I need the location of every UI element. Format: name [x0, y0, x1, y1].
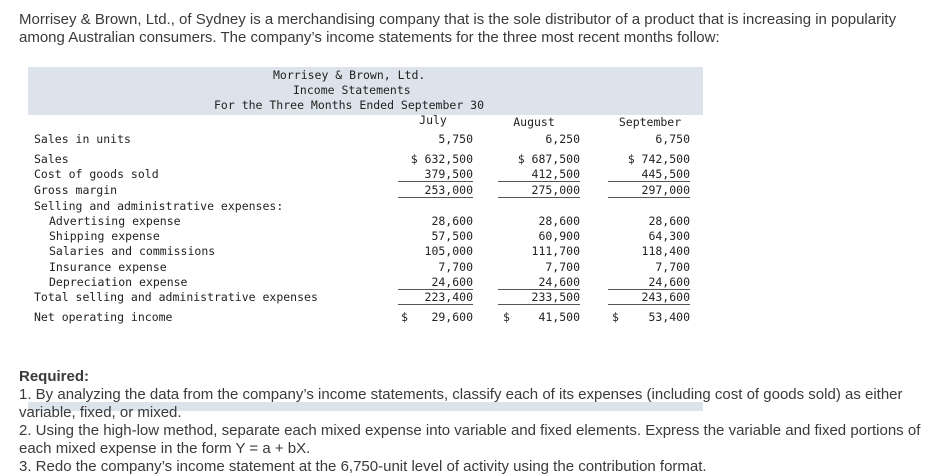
cell-september: 6,750	[655, 132, 690, 146]
cell-august: 41,500	[538, 310, 580, 324]
row-salaries	[28, 244, 703, 259]
cell-september: 7,700	[655, 260, 690, 274]
currency-september: $	[612, 310, 619, 324]
cell-september: $ 742,500	[627, 152, 690, 166]
required-section	[19, 368, 944, 476]
currency-august: $	[503, 310, 510, 324]
currency-july: $	[401, 310, 408, 324]
cell-august: 7,700	[545, 260, 580, 274]
row-depreciation	[28, 275, 703, 290]
col-head-july: July	[419, 113, 447, 127]
required-heading: Required:	[19, 368, 90, 385]
row-label: Salaries and commissions	[49, 244, 216, 258]
row-label: Advertising expense	[49, 214, 181, 228]
cell-september: 243,600	[608, 290, 690, 305]
cell-september: 64,300	[648, 229, 690, 243]
cell-august: 6,250	[545, 132, 580, 146]
cell-july: 223,400	[398, 290, 473, 305]
row-label: Net operating income	[34, 310, 173, 324]
required-item-3: 3. Redo the company’s income statement at the 6,750-unit level of activity using the contribution format.	[19, 458, 707, 475]
cell-august: 111,700	[531, 244, 580, 258]
cell-september: 445,500	[608, 167, 690, 182]
cell-july: 29,600	[431, 310, 473, 324]
row-sales-units	[28, 132, 703, 147]
cell-july: $ 632,500	[410, 152, 473, 166]
row-sga-header	[28, 199, 703, 214]
cell-july: 28,600	[431, 214, 473, 228]
row-label: Selling and administrative expenses:	[34, 199, 284, 213]
col-head-september: September	[618, 115, 682, 129]
row-shipping	[28, 229, 703, 244]
statement-period: For the Three Months Ended September 30	[214, 98, 485, 112]
row-label: Sales	[34, 152, 69, 166]
row-label: Depreciation expense	[49, 275, 188, 289]
cell-july: 105,000	[424, 244, 473, 258]
cell-august: 412,500	[498, 167, 580, 182]
cell-september: 297,000	[608, 183, 690, 198]
row-sales	[28, 152, 703, 167]
row-insurance	[28, 260, 703, 275]
cell-july: 5,750	[438, 132, 473, 146]
company-name: Morrisey & Brown, Ltd.	[273, 68, 426, 82]
cell-september: 53,400	[648, 310, 690, 324]
cell-july: 24,600	[398, 275, 473, 290]
row-net-income	[28, 310, 703, 325]
cell-august: 233,500	[498, 290, 580, 305]
cell-september: 28,600	[648, 214, 690, 228]
row-label: Total selling and administrative expenses	[34, 290, 318, 304]
cell-july: 379,500	[398, 167, 473, 182]
cell-september: 24,600	[608, 275, 690, 290]
cell-july: 57,500	[431, 229, 473, 243]
row-gross-margin	[28, 183, 703, 198]
income-statement-table	[28, 67, 703, 344]
cell-august: 60,900	[538, 229, 580, 243]
required-item-2: 2. Using the high-low method, separate each mixed expense into variable and fixed elements. Express the variable and fixed portions of each mixed expense in the form Y = a + bX.	[19, 422, 921, 457]
row-advertising	[28, 214, 703, 229]
row-label: Gross margin	[34, 183, 118, 197]
cell-september: 118,400	[641, 244, 690, 258]
col-head-august: August	[513, 115, 555, 129]
cell-august: 275,000	[498, 183, 580, 198]
row-label: Insurance expense	[49, 260, 167, 274]
cell-july: 253,000	[398, 183, 473, 198]
cell-august: 28,600	[538, 214, 580, 228]
required-item-1: 1. By analyzing the data from the company’s income statements, classify each of its expenses (including cost of goods sold) as either variable, fixed, or mixed.	[19, 386, 903, 421]
row-label: Shipping expense	[49, 229, 160, 243]
statement-title: Income Statements	[293, 83, 411, 97]
cell-july: 7,700	[438, 260, 473, 274]
row-total-sga	[28, 290, 703, 305]
cell-august: $ 687,500	[517, 152, 580, 166]
row-label: Cost of goods sold	[34, 167, 159, 181]
row-label: Sales in units	[34, 132, 131, 146]
problem-intro: Morrisey & Brown, Ltd., of Sydney is a merchandising company that is the sole distributor of a product that is increasing in popularity among Australian consumers. The company’s income statements for the three most recent months follow:	[19, 11, 897, 46]
cell-august: 24,600	[498, 275, 580, 290]
row-cogs	[28, 167, 703, 182]
